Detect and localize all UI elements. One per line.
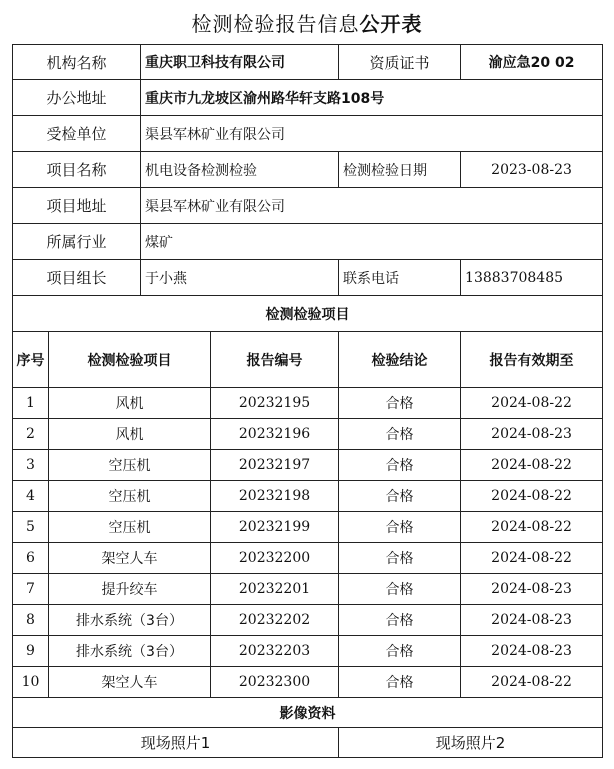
table-row <box>13 636 603 667</box>
row-seq: 3 <box>13 450 49 481</box>
row-valid: 2024-08-23 <box>461 574 603 605</box>
row-valid: 2024-08-22 <box>461 543 603 574</box>
row-report: 20232197 <box>211 450 339 481</box>
row-seq: 6 <box>13 543 49 574</box>
row-result: 合格 <box>339 605 461 636</box>
table-row <box>13 419 603 450</box>
row-valid: 2024-08-23 <box>461 605 603 636</box>
cert-label: 资质证书 <box>339 45 461 80</box>
row-item: 风机 <box>49 419 211 450</box>
org-value: 重庆职卫科技有限公司 <box>141 45 339 80</box>
col-valid: 报告有效期至 <box>461 332 603 388</box>
row-item: 空压机 <box>49 512 211 543</box>
row-report: 20232203 <box>211 636 339 667</box>
row-seq: 1 <box>13 388 49 419</box>
address-label: 项目地址 <box>13 188 141 224</box>
col-seq: 序号 <box>13 332 49 388</box>
row-seq: 4 <box>13 481 49 512</box>
row-item: 排水系统（3台） <box>49 605 211 636</box>
office-value: 重庆市九龙坡区渝州路华轩支路108号 <box>141 80 603 116</box>
row-seq: 5 <box>13 512 49 543</box>
project-value: 机电设备检测检验 <box>141 152 339 188</box>
col-item: 检测检验项目 <box>49 332 211 388</box>
row-seq: 2 <box>13 419 49 450</box>
project-label: 项目名称 <box>13 152 141 188</box>
cert-value: 渝应急20 02 <box>461 45 603 80</box>
row-result: 合格 <box>339 543 461 574</box>
row-report: 20232300 <box>211 667 339 698</box>
row-item: 排水系统（3台） <box>49 636 211 667</box>
row-report: 20232200 <box>211 543 339 574</box>
org-label: 机构名称 <box>13 45 141 80</box>
col-report: 报告编号 <box>211 332 339 388</box>
row-item: 空压机 <box>49 481 211 512</box>
row-result: 合格 <box>339 574 461 605</box>
leader-label: 项目组长 <box>13 260 141 296</box>
table-row <box>13 605 603 636</box>
industry-value: 煤矿 <box>141 224 603 260</box>
row-seq: 7 <box>13 574 49 605</box>
row-item: 架空人车 <box>49 543 211 574</box>
row-report: 20232201 <box>211 574 339 605</box>
row-item: 风机 <box>49 388 211 419</box>
row-result: 合格 <box>339 481 461 512</box>
row-valid: 2024-08-22 <box>461 481 603 512</box>
row-valid: 2024-08-22 <box>461 667 603 698</box>
page-title <box>0 8 614 37</box>
photo-2-link[interactable]: 现场照片2 <box>339 728 603 758</box>
table-row <box>13 450 603 481</box>
row-report: 20232198 <box>211 481 339 512</box>
row-valid: 2024-08-22 <box>461 512 603 543</box>
photo-1-link[interactable]: 现场照片1 <box>13 728 339 758</box>
row-result: 合格 <box>339 388 461 419</box>
row-seq: 9 <box>13 636 49 667</box>
row-valid: 2024-08-23 <box>461 419 603 450</box>
leader-value: 于小燕 <box>141 260 339 296</box>
date-value: 2023-08-23 <box>461 152 603 188</box>
phone-value: 13883708485 <box>461 260 603 296</box>
row-report: 20232195 <box>211 388 339 419</box>
table-row <box>13 481 603 512</box>
row-report: 20232196 <box>211 419 339 450</box>
row-result: 合格 <box>339 450 461 481</box>
row-report: 20232199 <box>211 512 339 543</box>
row-seq: 10 <box>13 667 49 698</box>
row-result: 合格 <box>339 419 461 450</box>
row-seq: 8 <box>13 605 49 636</box>
col-result: 检验结论 <box>339 332 461 388</box>
images-section-heading: 影像资料 <box>13 698 603 728</box>
table-row <box>13 574 603 605</box>
row-valid: 2024-08-22 <box>461 388 603 419</box>
address-value: 渠县军林矿业有限公司 <box>141 188 603 224</box>
row-item: 空压机 <box>49 450 211 481</box>
table-row <box>13 388 603 419</box>
industry-label: 所属行业 <box>13 224 141 260</box>
row-result: 合格 <box>339 636 461 667</box>
table-row <box>13 543 603 574</box>
table-row <box>13 667 603 698</box>
row-item: 架空人车 <box>49 667 211 698</box>
title-bold: 公开表 <box>359 12 423 36</box>
row-valid: 2024-08-23 <box>461 636 603 667</box>
office-label: 办公地址 <box>13 80 141 116</box>
client-value: 渠县军林矿业有限公司 <box>141 116 603 152</box>
row-valid: 2024-08-22 <box>461 450 603 481</box>
row-result: 合格 <box>339 667 461 698</box>
date-label: 检测检验日期 <box>339 152 461 188</box>
row-result: 合格 <box>339 512 461 543</box>
table-row <box>13 512 603 543</box>
row-report: 20232202 <box>211 605 339 636</box>
items-section-heading: 检测检验项目 <box>13 296 603 332</box>
title-main: 检测检验报告信息 <box>191 12 360 36</box>
report-table <box>12 44 603 758</box>
phone-label: 联系电话 <box>339 260 461 296</box>
client-label: 受检单位 <box>13 116 141 152</box>
row-item: 提升绞车 <box>49 574 211 605</box>
